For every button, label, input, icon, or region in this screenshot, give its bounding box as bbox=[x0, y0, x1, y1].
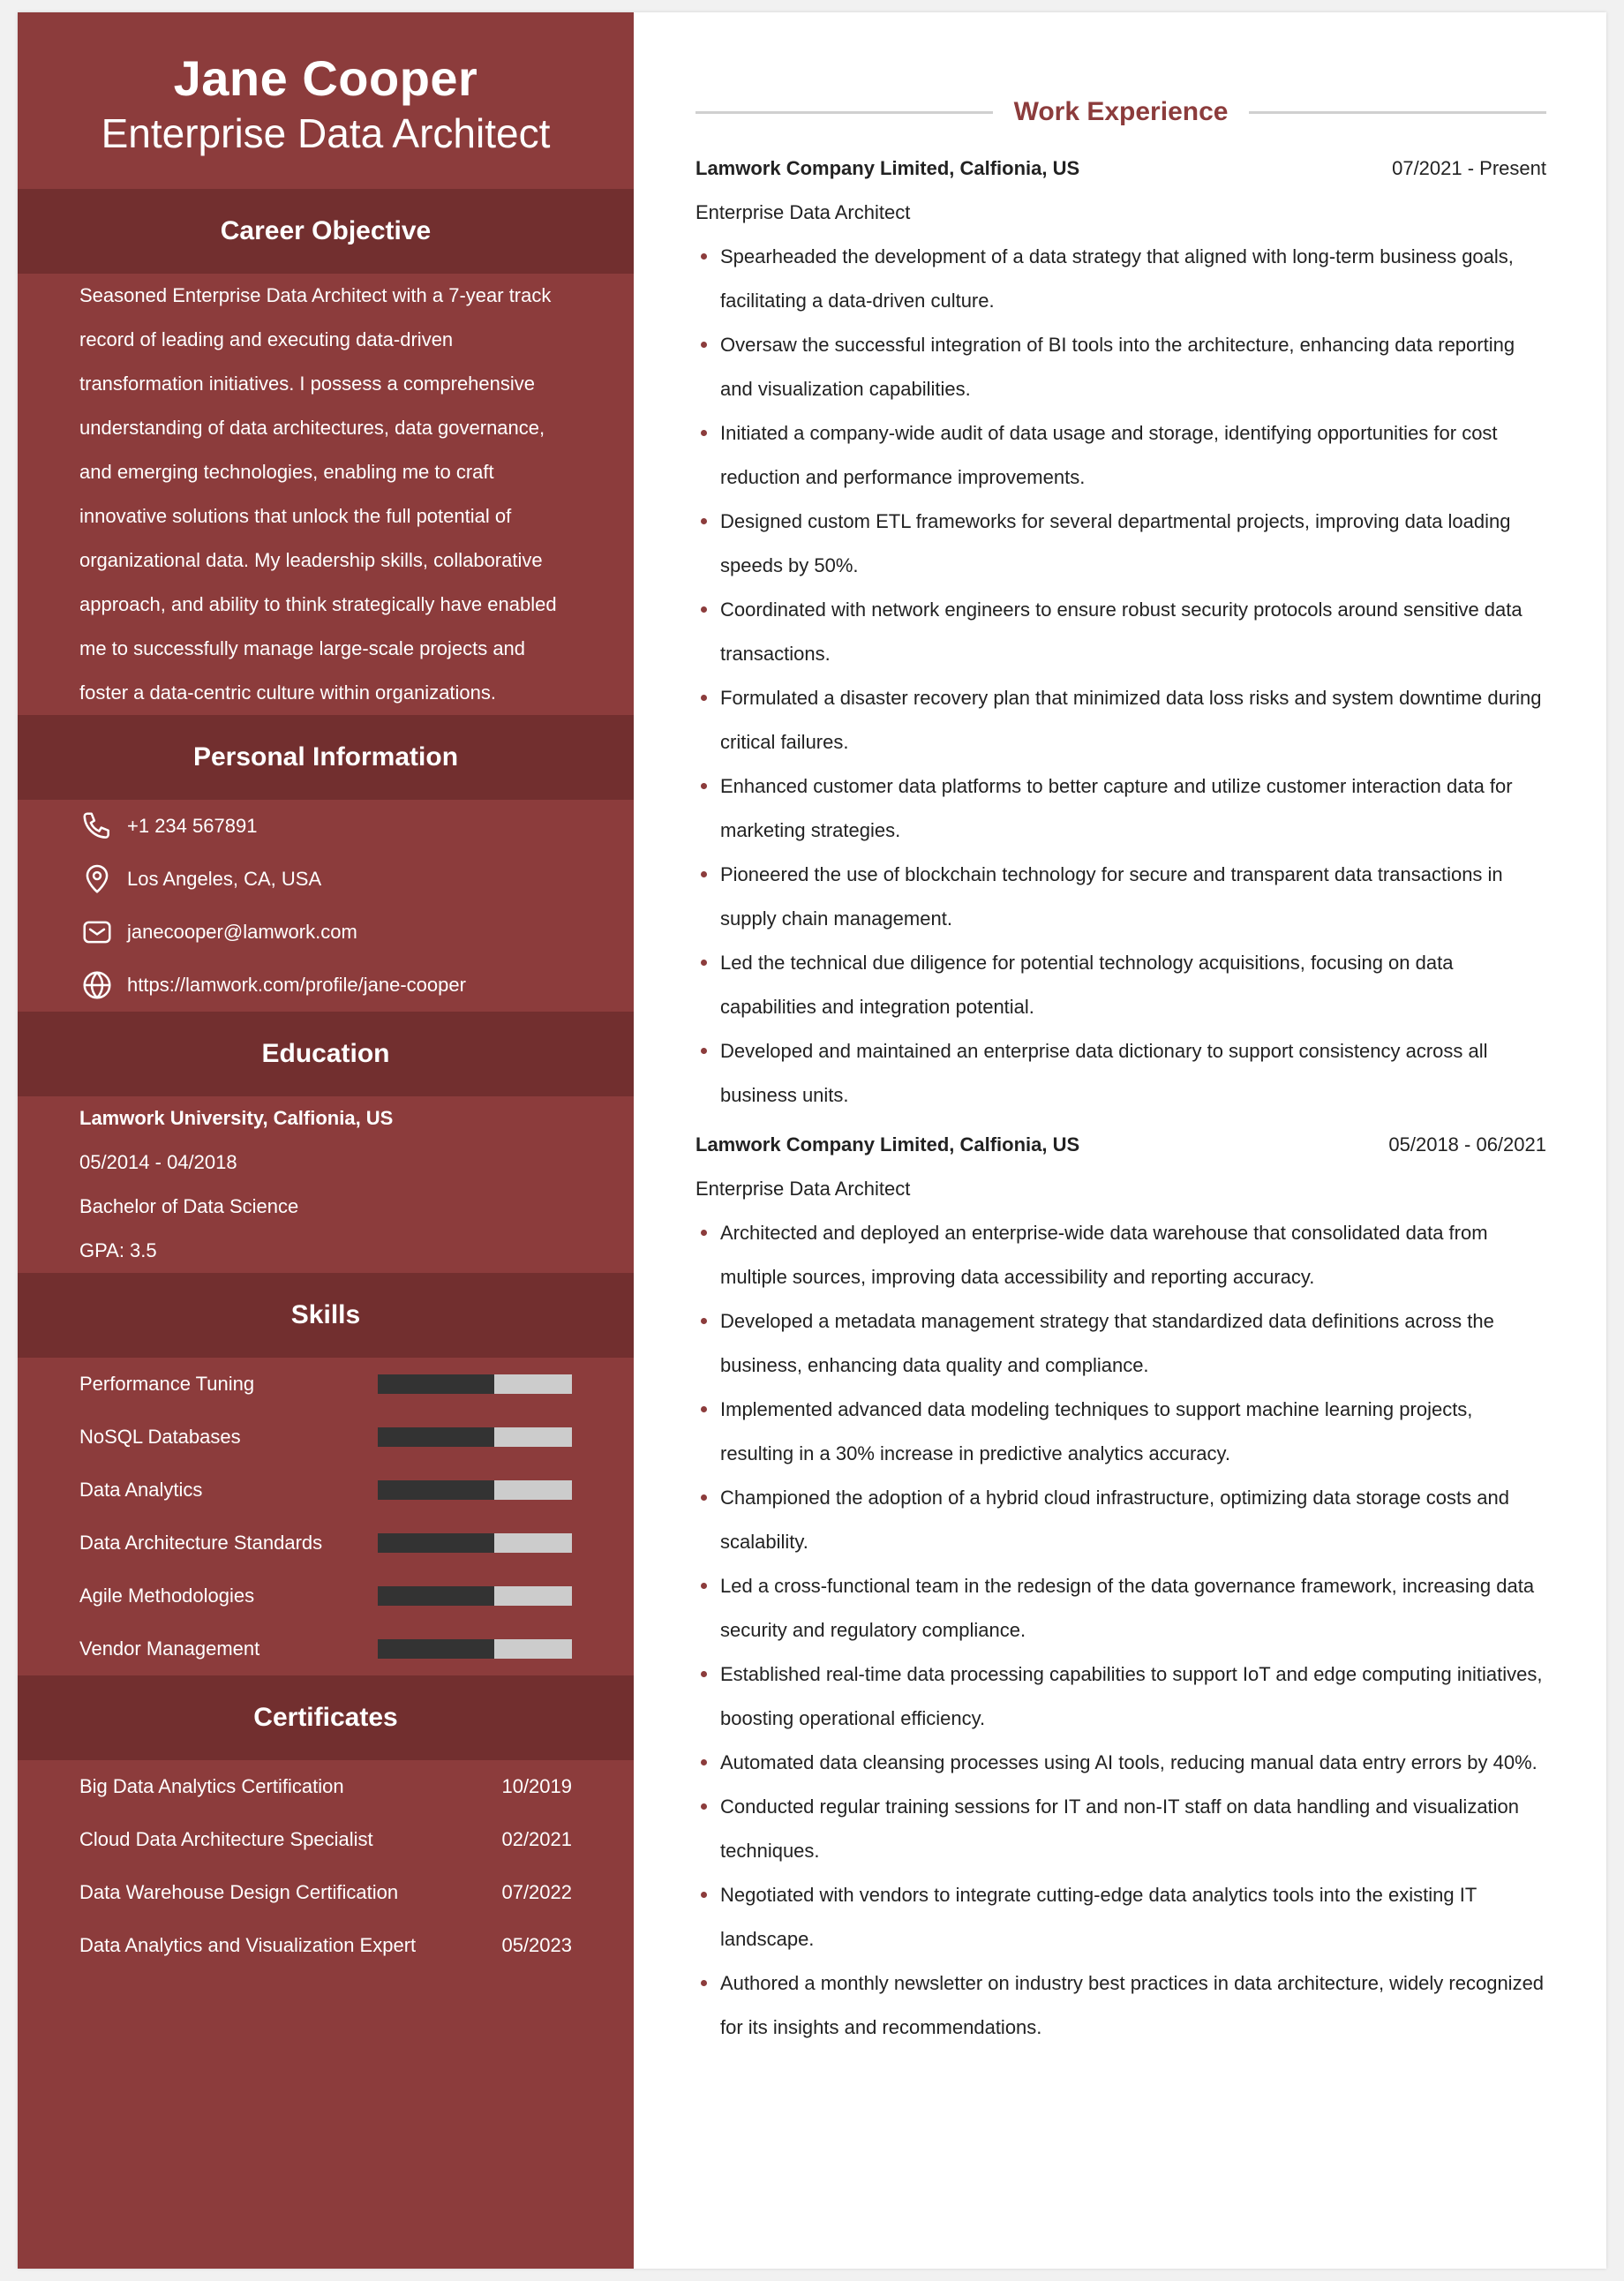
skills-heading: Skills bbox=[18, 1273, 634, 1358]
candidate-name: Jane Cooper bbox=[173, 50, 478, 106]
contact-location-value: Los Angeles, CA, USA bbox=[127, 868, 322, 890]
work-experience-heading: Work Experience bbox=[1013, 97, 1229, 126]
skill-name: Vendor Management bbox=[79, 1637, 260, 1660]
job-bullet: Led a cross-functional team in the redesign of the data governance framework, increasing data security and regulatory compliance. bbox=[720, 1564, 1546, 1652]
phone-icon bbox=[79, 809, 115, 844]
certificate-item bbox=[79, 1813, 572, 1866]
skill-name: Performance Tuning bbox=[79, 1373, 255, 1395]
job-bullet: Championed the adoption of a hybrid cloud infrastructure, optimizing data storage costs and scalability. bbox=[720, 1476, 1546, 1564]
contact-website bbox=[79, 959, 572, 1012]
certificates-heading: Certificates bbox=[18, 1675, 634, 1760]
job-bullet: Oversaw the successful integration of BI tools into the architecture, enhancing data reporting and visualization capabilities. bbox=[720, 323, 1546, 411]
job-bullet: Coordinated with network engineers to ensure robust security protocols around sensitive data transactions. bbox=[720, 588, 1546, 676]
job-bullet: Formulated a disaster recovery plan that minimized data loss risks and system downtime during critical failures. bbox=[720, 676, 1546, 764]
job-bullet: Negotiated with vendors to integrate cutting-edge data analytics tools into the existing IT landscape. bbox=[720, 1873, 1546, 1961]
skill-name: Data Analytics bbox=[79, 1479, 203, 1501]
skill-level-fill bbox=[378, 1639, 494, 1659]
job-bullets bbox=[695, 1211, 1546, 2050]
job-bullet: Pioneered the use of blockchain technology for secure and transparent data transactions in supply chain management. bbox=[720, 853, 1546, 941]
contact-email bbox=[79, 906, 572, 959]
sidebar bbox=[18, 12, 634, 2269]
job-bullet: Automated data cleansing processes using AI tools, reducing manual data entry errors by 40%. bbox=[720, 1741, 1546, 1785]
skill-level-fill bbox=[378, 1374, 494, 1394]
skill-item bbox=[79, 1570, 572, 1622]
skill-item bbox=[79, 1464, 572, 1517]
work-experience-heading-row bbox=[695, 81, 1546, 143]
career-objective-text: Seasoned Enterprise Data Architect with a 7-year track record of leading and executing data-driven transformation initiatives. I possess a comprehensive understanding of data architectures, data governance, and emerging technologies, enabling me to craft innovative solutions that unlock the full potential of organizational data. My leadership skills, collaborative approach, and ability to think strategically have enabled me to successfully manage large-scale projects and foster a data-centric culture within organizations. bbox=[79, 284, 557, 704]
career-objective-heading: Career Objective bbox=[18, 189, 634, 274]
certificate-name: Big Data Analytics Certification bbox=[79, 1775, 344, 1797]
job-bullet: Initiated a company-wide audit of data usage and storage, identifying opportunities for cost reduction and performance improvements. bbox=[720, 411, 1546, 500]
job-bullet: Implemented advanced data modeling techniques to support machine learning projects, resulting in a 30% increase in predictive analytics accuracy. bbox=[720, 1388, 1546, 1476]
skill-level-fill bbox=[378, 1480, 494, 1500]
job-role: Enterprise Data Architect bbox=[695, 201, 911, 223]
certificate-date: 02/2021 bbox=[501, 1828, 572, 1850]
job-bullets bbox=[695, 235, 1546, 1118]
skill-item bbox=[79, 1517, 572, 1570]
education-dates: 05/2014 - 04/2018 bbox=[79, 1151, 237, 1173]
personal-information-heading: Personal Information bbox=[18, 715, 634, 800]
education-section bbox=[18, 1096, 634, 1273]
job-bullet: Authored a monthly newsletter on industry best practices in data architecture, widely recognized for its insights and recommendations. bbox=[720, 1961, 1546, 2050]
education-heading: Education bbox=[18, 1012, 634, 1096]
certificates-list bbox=[18, 1760, 634, 1972]
skill-level-bar bbox=[378, 1639, 572, 1659]
education-gpa: GPA: 3.5 bbox=[79, 1239, 157, 1261]
job-company: Lamwork Company Limited, Calfionia, US bbox=[695, 1133, 1080, 1156]
contact-phone-value[interactable]: +1 234 567891 bbox=[127, 815, 258, 837]
job-entry bbox=[695, 147, 1546, 1118]
contact-phone bbox=[79, 800, 572, 853]
job-company: Lamwork Company Limited, Calfionia, US bbox=[695, 157, 1080, 179]
skill-level-fill bbox=[378, 1427, 494, 1447]
job-bullet: Established real-time data processing capabilities to support IoT and edge computing initiatives, boosting operational efficiency. bbox=[720, 1652, 1546, 1741]
certificate-item bbox=[79, 1760, 572, 1813]
education-school: Lamwork University, Calfionia, US bbox=[79, 1107, 394, 1129]
job-role: Enterprise Data Architect bbox=[695, 1178, 911, 1200]
job-bullet: Led the technical due diligence for potential technology acquisitions, focusing on data capabilities and integration potential. bbox=[720, 941, 1546, 1029]
job-bullet: Architected and deployed an enterprise-wide data warehouse that consolidated data from multiple sources, improving data accessibility and reporting accuracy. bbox=[720, 1211, 1546, 1299]
contact-location bbox=[79, 853, 572, 906]
contact-email-value[interactable]: janecooper@lamwork.com bbox=[127, 921, 357, 943]
contact-website-value[interactable]: https://lamwork.com/profile/jane-cooper bbox=[127, 974, 466, 996]
skill-item bbox=[79, 1358, 572, 1411]
skills-list bbox=[18, 1358, 634, 1675]
skill-name: Data Architecture Standards bbox=[79, 1532, 323, 1554]
job-bullet: Designed custom ETL frameworks for several departmental projects, improving data loading speeds by 50%. bbox=[720, 500, 1546, 588]
job-bullet: Developed a metadata management strategy that standardized data definitions across the business, enhancing data quality and compliance. bbox=[720, 1299, 1546, 1388]
job-entry bbox=[695, 1123, 1546, 2050]
certificate-date: 10/2019 bbox=[501, 1775, 572, 1797]
certificate-date: 07/2022 bbox=[501, 1881, 572, 1903]
heading-divider-right bbox=[1249, 111, 1546, 114]
resume-header bbox=[18, 12, 634, 189]
job-bullet: Enhanced customer data platforms to better capture and utilize customer interaction data for marketing strategies. bbox=[720, 764, 1546, 853]
location-pin-icon bbox=[79, 862, 115, 897]
heading-divider-left bbox=[695, 111, 993, 114]
certificate-date: 05/2023 bbox=[501, 1934, 572, 1956]
contact-list bbox=[18, 800, 634, 1012]
job-dates: 05/2018 - 06/2021 bbox=[1388, 1133, 1546, 1156]
skill-level-bar bbox=[378, 1374, 572, 1394]
globe-icon bbox=[79, 967, 115, 1003]
certificate-name: Data Analytics and Visualization Expert bbox=[79, 1934, 417, 1956]
education-degree: Bachelor of Data Science bbox=[79, 1195, 299, 1217]
job-bullet: Developed and maintained an enterprise data dictionary to support consistency across all business units. bbox=[720, 1029, 1546, 1118]
skill-name: Agile Methodologies bbox=[79, 1585, 255, 1607]
skill-level-bar bbox=[378, 1586, 572, 1606]
job-header bbox=[695, 1123, 1546, 1167]
mail-icon bbox=[79, 915, 115, 950]
skill-level-bar bbox=[378, 1533, 572, 1553]
skill-level-fill bbox=[378, 1586, 494, 1606]
certificate-item bbox=[79, 1866, 572, 1919]
certificate-name: Cloud Data Architecture Specialist bbox=[79, 1828, 373, 1850]
skill-level-bar bbox=[378, 1480, 572, 1500]
certificate-name: Data Warehouse Design Certification bbox=[79, 1881, 399, 1903]
job-dates: 07/2021 - Present bbox=[1392, 157, 1546, 179]
candidate-title: Enterprise Data Architect bbox=[101, 109, 551, 156]
skill-level-bar bbox=[378, 1427, 572, 1447]
skill-name: NoSQL Databases bbox=[79, 1426, 241, 1448]
job-bullet: Conducted regular training sessions for IT and non-IT staff on data handling and visualization techniques. bbox=[720, 1785, 1546, 1873]
main-content bbox=[695, 12, 1546, 2050]
skill-item bbox=[79, 1411, 572, 1464]
job-bullet: Spearheaded the development of a data strategy that aligned with long-term business goals, facilitating a data-driven culture. bbox=[720, 235, 1546, 323]
skill-item bbox=[79, 1622, 572, 1675]
skill-level-fill bbox=[378, 1533, 494, 1553]
certificate-item bbox=[79, 1919, 572, 1972]
job-header bbox=[695, 147, 1546, 191]
resume-page bbox=[18, 12, 1606, 2269]
